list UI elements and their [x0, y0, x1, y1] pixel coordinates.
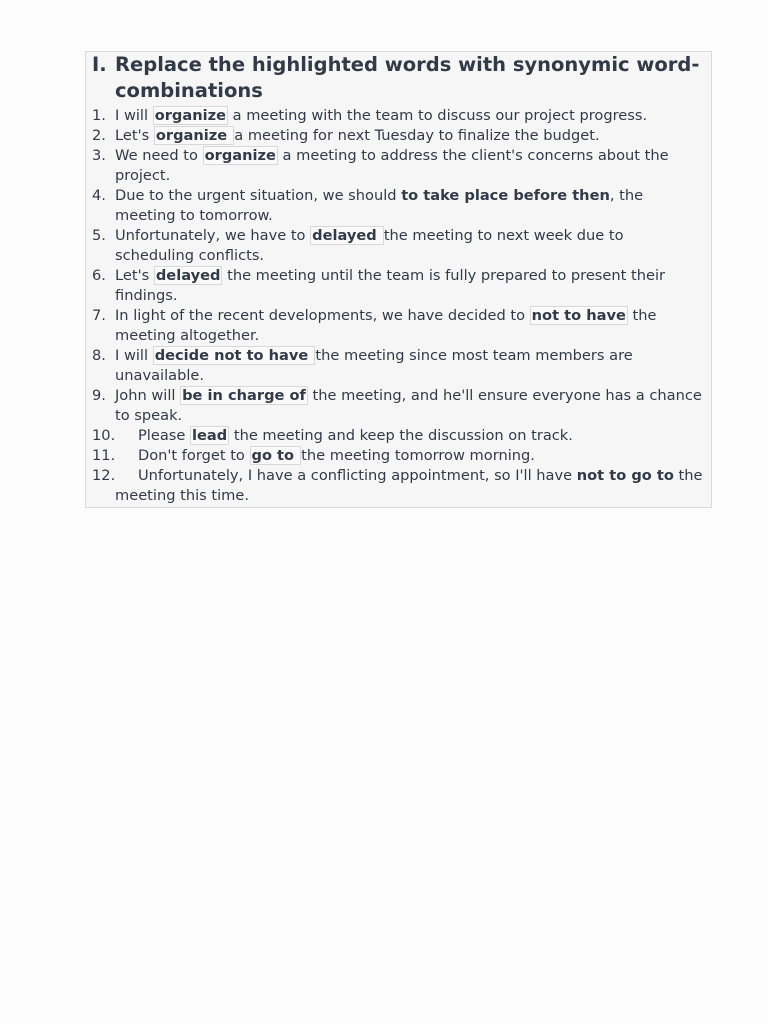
item-text-before: Don't forget to — [138, 447, 250, 464]
list-item — [92, 386, 705, 426]
list-item — [92, 126, 705, 146]
item-text-before: We need to — [115, 147, 203, 164]
list-item — [92, 146, 705, 186]
item-text-after: the meeting this time. — [115, 467, 703, 504]
highlighted-word: organize — [154, 107, 226, 124]
list-item — [92, 306, 705, 346]
item-text-after: the meeting to next week due to scheduling conflicts. — [115, 227, 624, 264]
item-text-before: Please — [138, 427, 190, 444]
item-text-before: I will — [115, 107, 153, 124]
exercise-title: Replace the highlighted words with synonymic word-combinations — [115, 53, 700, 102]
item-text-after: the meeting tomorrow morning. — [301, 447, 535, 464]
highlighted-word: not to go to — [576, 467, 674, 484]
list-item — [92, 266, 705, 306]
exercise-number: I. — [92, 53, 107, 76]
exercise-panel — [85, 51, 712, 508]
item-text-before: Unfortunately, we have to — [115, 227, 311, 244]
item-text-after: the meeting and keep the discussion on track. — [229, 427, 573, 444]
item-number: 1. — [92, 107, 106, 124]
item-text-after: a meeting with the team to discuss our project progress. — [228, 107, 648, 124]
item-text-after: the meeting since most team members are unavailable. — [115, 347, 633, 384]
item-number: 6. — [92, 267, 106, 284]
highlighted-word: go to — [251, 447, 300, 464]
item-number: 2. — [92, 127, 106, 144]
list-item — [92, 226, 705, 266]
item-text-after: a meeting for next Tuesday to finalize the budget. — [234, 127, 600, 144]
item-number: 3. — [92, 147, 106, 164]
item-text-before: Due to the urgent situation, we should — [115, 187, 402, 204]
item-text-after: the meeting altogether. — [115, 307, 657, 344]
item-number: 8. — [92, 347, 106, 364]
item-text-before: Let's — [115, 127, 154, 144]
list-item — [92, 426, 705, 446]
highlighted-word: organize — [204, 147, 276, 164]
item-text-before: Let's — [115, 267, 154, 284]
item-text-after: the meeting, and he'll ensure everyone has a chance to speak. — [115, 387, 702, 424]
item-text-before: I will — [115, 347, 153, 364]
item-number: 7. — [92, 307, 106, 324]
item-number: 11. — [92, 447, 116, 464]
exercise-list — [92, 106, 705, 506]
highlighted-word: be in charge of — [182, 387, 306, 404]
item-number: 4. — [92, 187, 106, 204]
item-number: 12. — [92, 467, 116, 484]
item-number: 9. — [92, 387, 106, 404]
list-item — [92, 446, 705, 466]
item-number: 5. — [92, 227, 106, 244]
highlighted-word: delayed — [312, 227, 382, 244]
highlighted-word: not to have — [531, 307, 626, 324]
item-text-after: , the meeting to tomorrow. — [115, 187, 644, 224]
exercise-heading — [92, 52, 705, 104]
highlighted-word: lead — [192, 427, 228, 444]
list-item — [92, 106, 705, 126]
item-text-before: John will — [115, 387, 181, 404]
item-text-before: Unfortunately, I have a conflicting appointment, so I'll have — [138, 467, 577, 484]
list-item — [92, 186, 705, 226]
highlighted-word: delayed — [155, 267, 221, 284]
highlighted-word: decide not to have — [154, 347, 314, 364]
item-text-after: a meeting to address the client's concerns about the project. — [115, 147, 669, 184]
item-text-before: In light of the recent developments, we have decided to — [115, 307, 530, 324]
highlighted-word: to take place before then — [401, 187, 610, 204]
item-text-after: the meeting until the team is fully prepared to present their findings. — [115, 267, 666, 304]
list-item — [92, 346, 705, 386]
item-number: 10. — [92, 427, 116, 444]
list-item — [92, 466, 705, 506]
highlighted-word: organize — [155, 127, 233, 144]
